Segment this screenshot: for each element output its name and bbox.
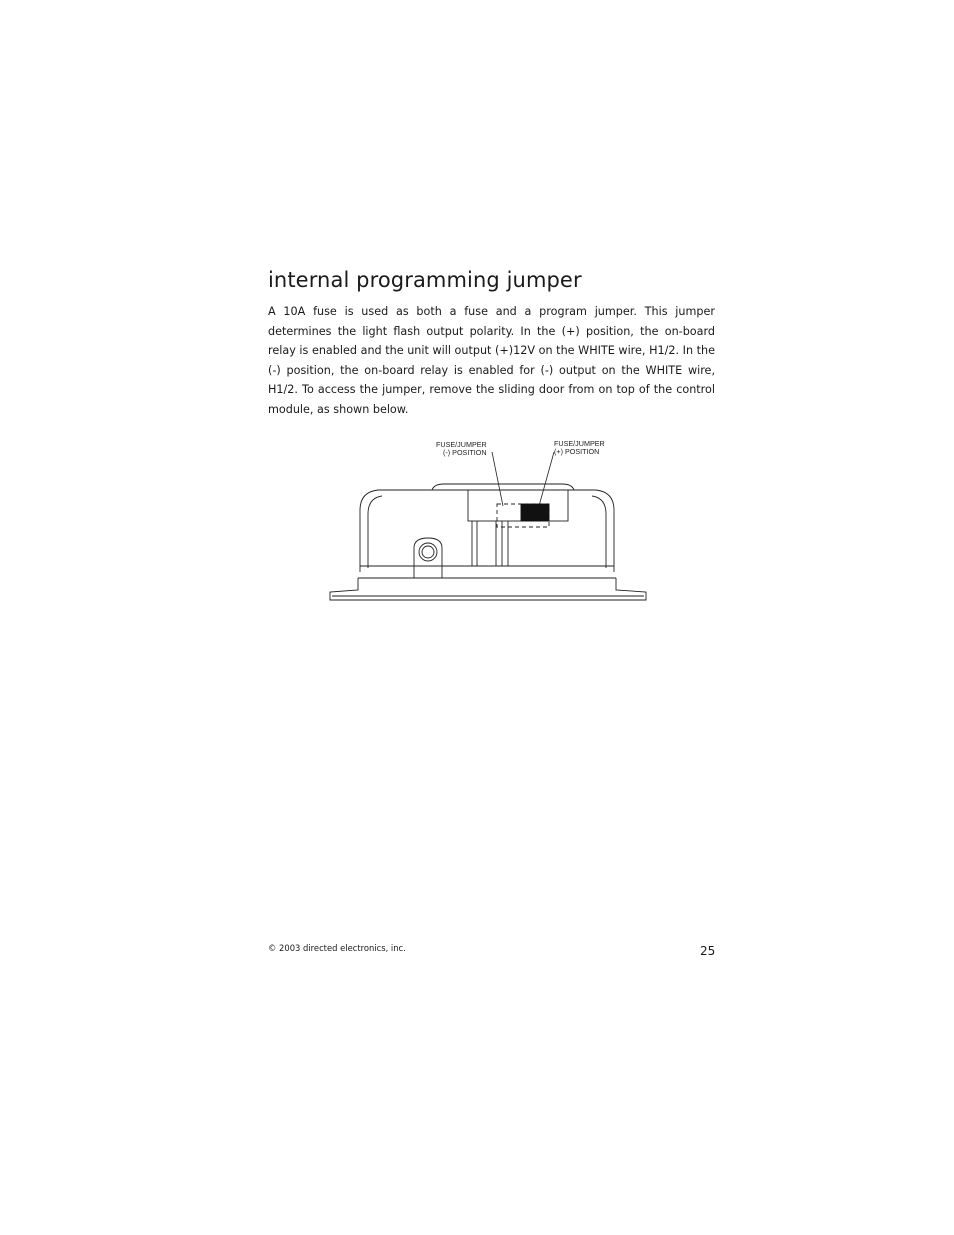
control-module-figure bbox=[320, 432, 660, 612]
module-housing bbox=[330, 484, 646, 600]
label-positive-title: FUSE/JUMPER bbox=[554, 439, 605, 448]
leader-line-negative bbox=[492, 452, 503, 506]
page-number: 25 bbox=[700, 944, 716, 958]
copyright-notice: © 2003 directed electronics, inc. bbox=[268, 943, 406, 953]
label-positive-position: (+) POSITION bbox=[554, 447, 600, 456]
label-negative-position: (-) POSITION bbox=[443, 448, 487, 457]
leader-line-positive bbox=[539, 452, 554, 506]
label-negative-title: FUSE/JUMPER bbox=[436, 440, 487, 449]
fuse-jumper bbox=[521, 504, 549, 521]
body-paragraph: A 10A fuse is used as both a fuse and a program jumper. This jumper determines the light flash output polarity. In the (+) position, the on-board relay is enabled and the unit will output (+)12V on the WHITE wire, H1/2. In the (-) position, the on-board relay is enabled for (-) output on the WHITE wire, H1/2. To access the jumper, remove the sliding door from on top of the control module, as shown below. bbox=[268, 305, 715, 416]
section-title: internal programming jumper bbox=[268, 268, 582, 292]
